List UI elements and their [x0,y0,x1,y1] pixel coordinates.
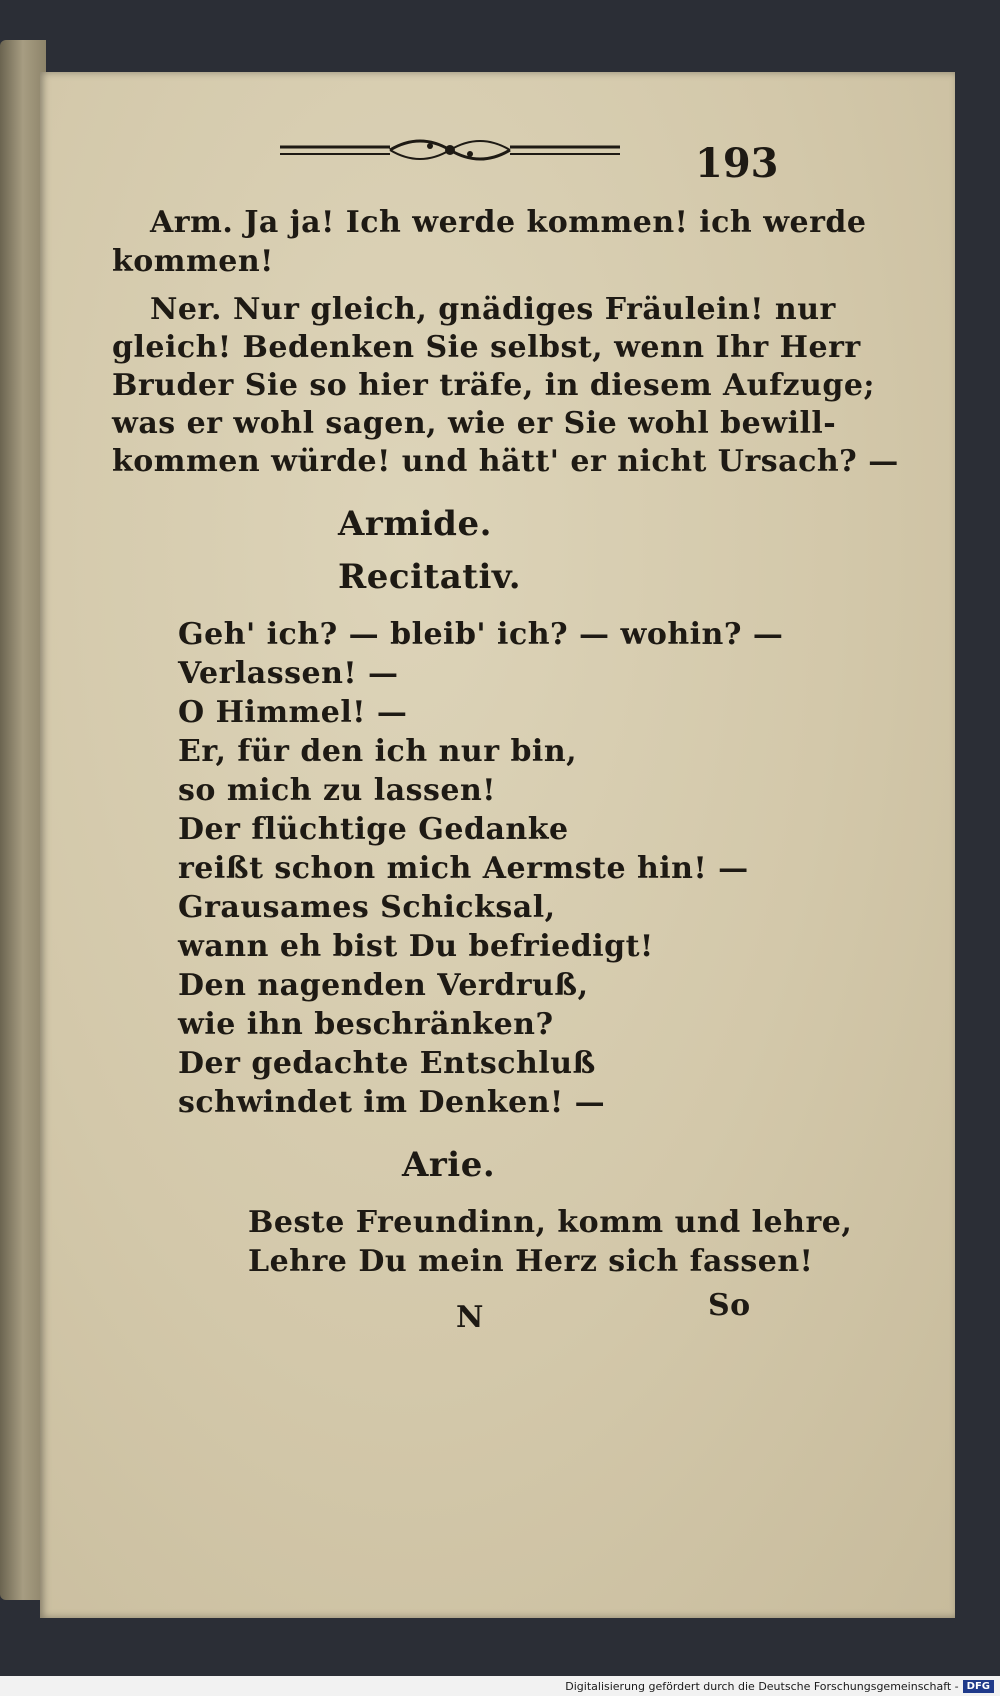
catchword: So [708,1288,751,1323]
verse-line: Grausames Schicksal, [178,890,556,925]
speaker-heading: Armide. [338,504,492,544]
verse-line: Geh' ich? — bleib' ich? — wohin? — [178,617,784,652]
verse-line: wann eh bist Du befriedigt! [178,929,654,964]
text-line: kommen! [112,244,274,279]
text-line: Arm. Ja ja! Ich werde kommen! ich werde [150,205,867,240]
footer-credit: Digitalisierung gefördert durch die Deutsche Forschungsgemeinschaft - [565,1679,959,1693]
verse-line: Beste Freundinn, komm und lehre, [248,1205,853,1240]
text-line: was er wohl sagen, wie er Sie wohl bewill- [112,406,837,441]
verse-line: so mich zu lassen! [178,773,496,808]
text-line: gleich! Bedenken Sie selbst, wenn Ihr Herr [112,330,861,365]
verse-line: Den nagenden Verdruß, [178,968,589,1003]
page-number: 193 [695,140,779,187]
verse-line: Lehre Du mein Herz sich fassen! [248,1244,814,1279]
ornament-divider [280,138,620,164]
text-line: kommen würde! und hätt' er nicht Ursach? — [112,444,899,479]
verse-line: reißt schon mich Aermste hin! — [178,851,749,886]
footer-bar [0,1676,1000,1696]
text-line: Ner. Nur gleich, gnädiges Fräulein! nur [150,292,836,327]
verse-line: schwindet im Denken! — [178,1085,606,1120]
verse-line: Verlassen! — [178,656,399,691]
verse-line: wie ihn beschränken? [178,1007,554,1042]
section-heading-recitativ: Recitativ. [338,557,522,597]
verse-line: Er, für den ich nur bin, [178,734,578,769]
verse-line: Der gedachte Entschluß [178,1046,596,1081]
section-heading-arie: Arie. [402,1145,496,1185]
verse-line: Der flüchtige Gedanke [178,812,569,847]
verse-line: O Himmel! — [178,695,408,730]
book-page [40,72,955,1618]
text-line: Bruder Sie so hier träfe, in diesem Aufzuge; [112,368,876,403]
signature-mark: N [456,1300,484,1335]
dfg-logo-icon: DFG [963,1680,994,1693]
